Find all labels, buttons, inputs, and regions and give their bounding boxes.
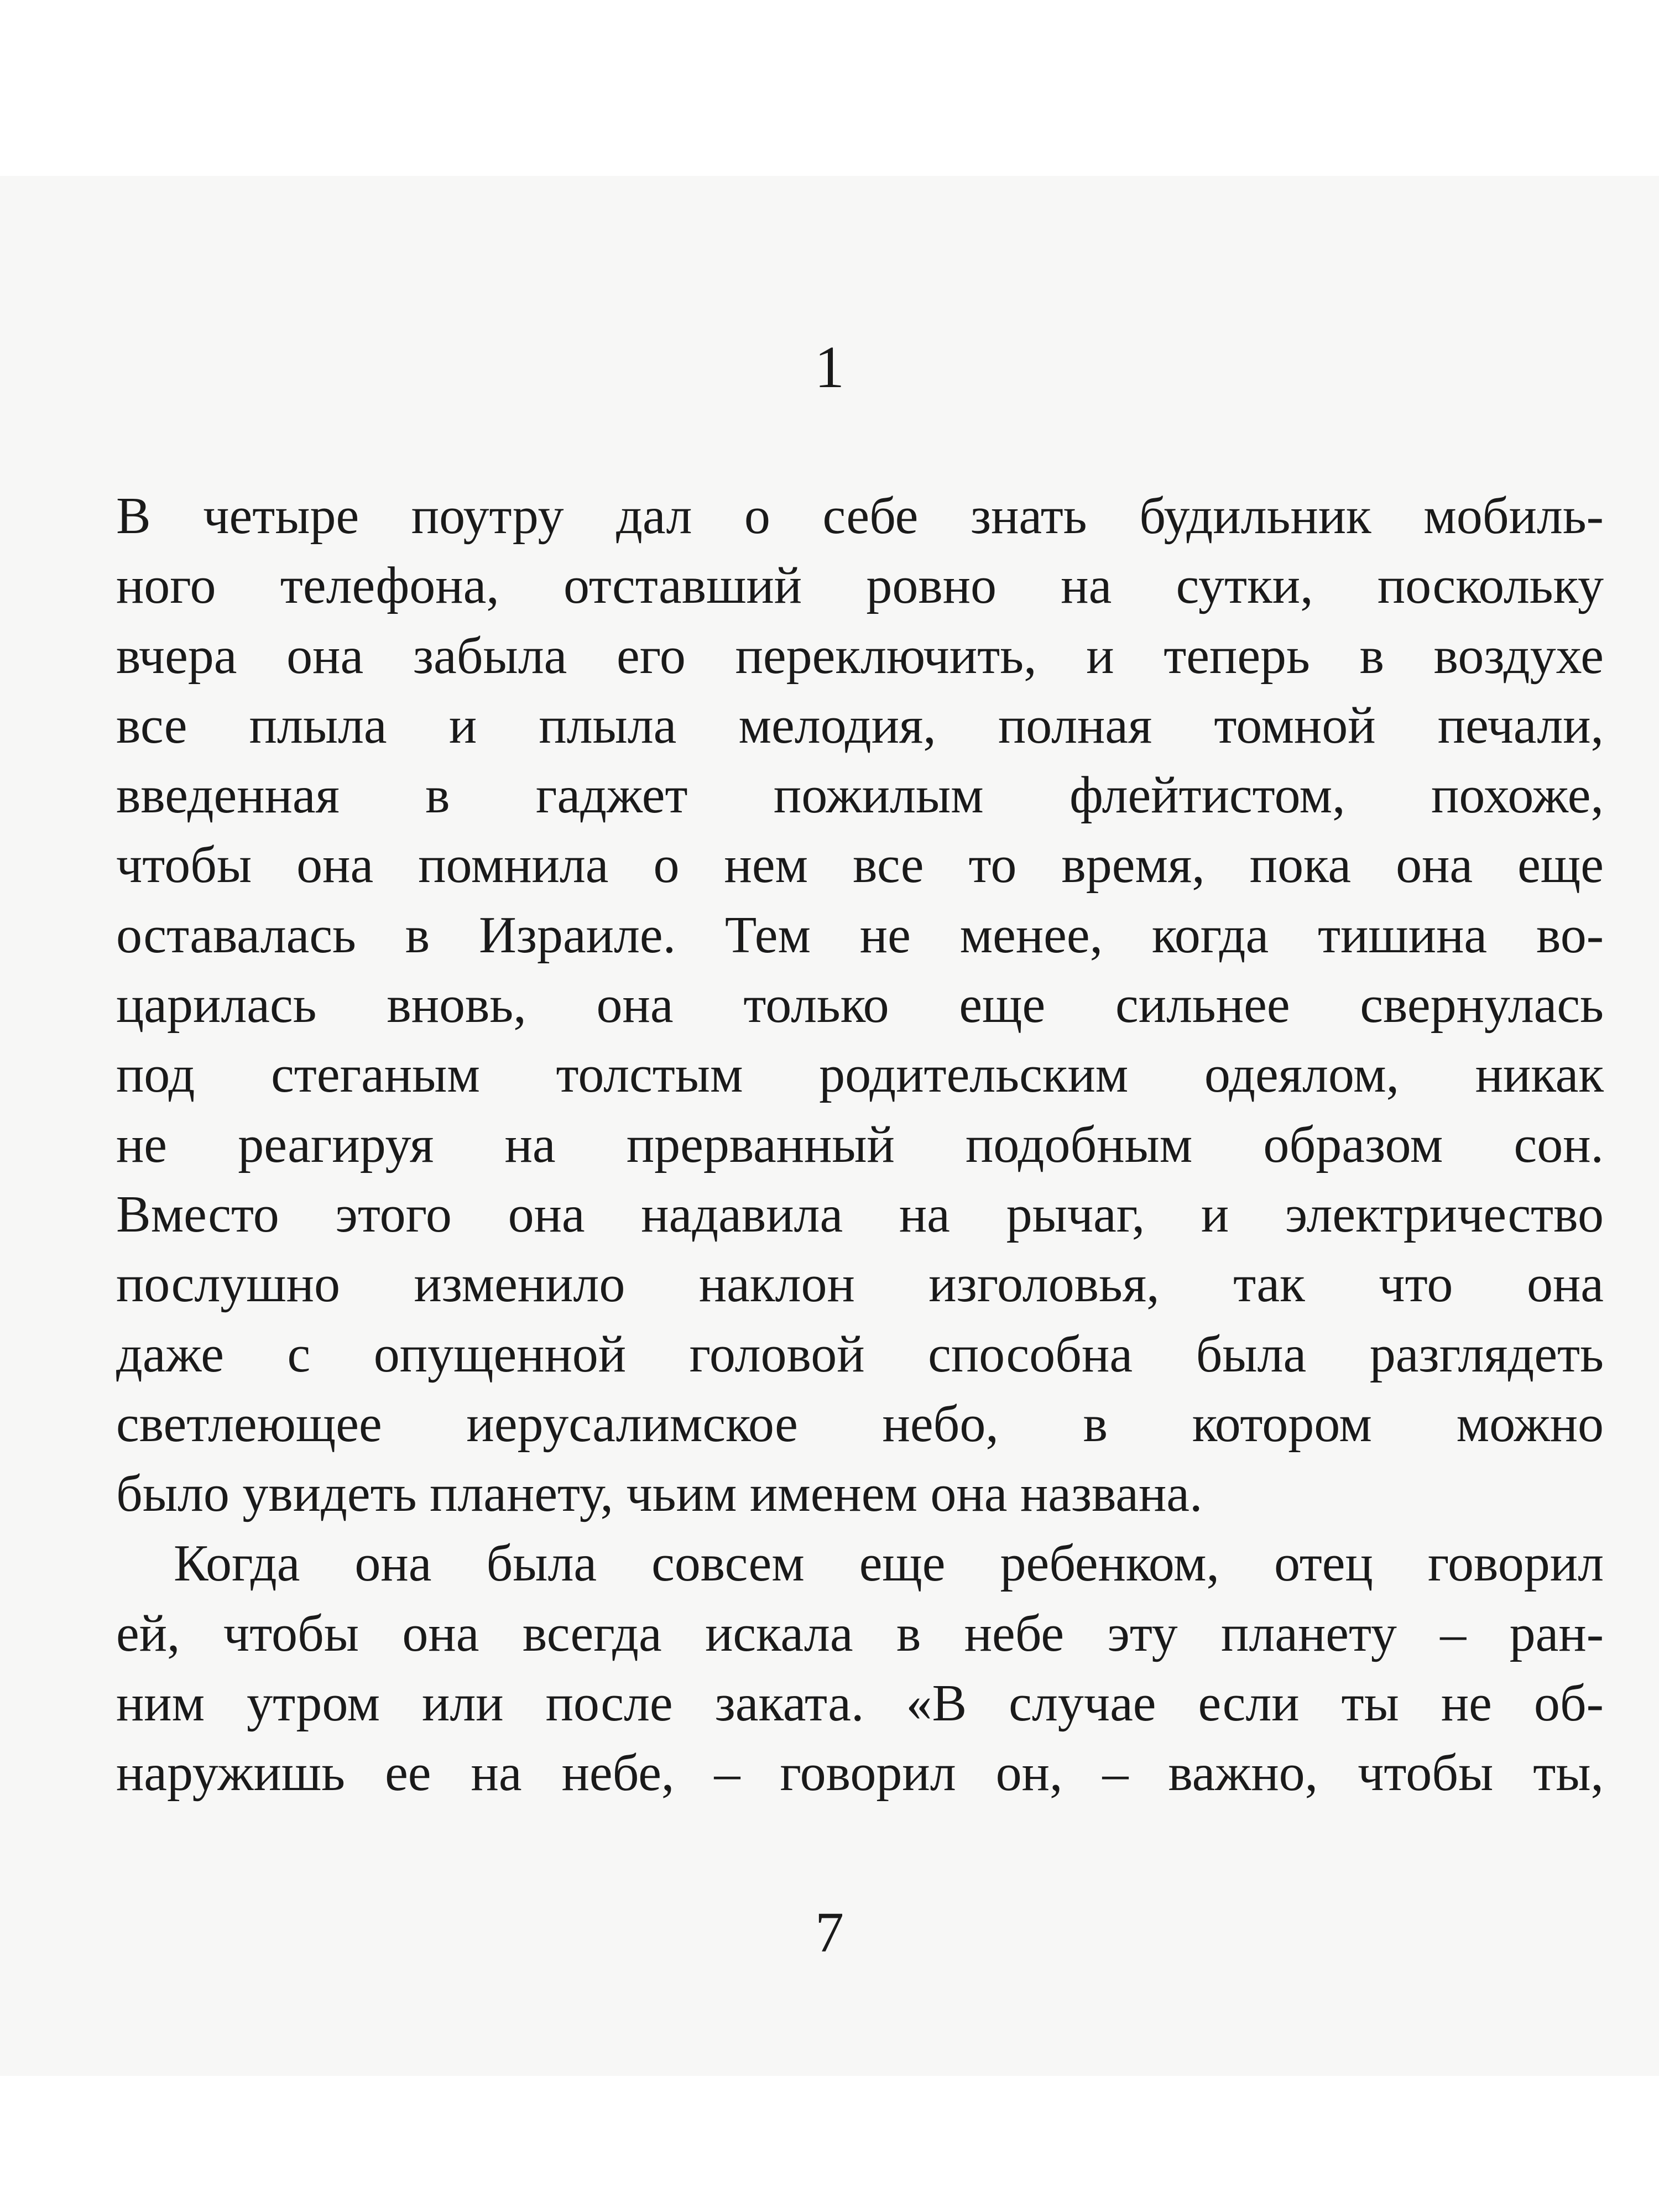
text-line: светлеющее иерусалимское небо, в котором можно [116, 1395, 1604, 1453]
text-line: все плыла и плыла мелодия, полная томной печали, [116, 696, 1604, 754]
text-line: В четыре поутру дал о себе знать будильник мобиль- [116, 487, 1604, 545]
text-line: под стеганым толстым родительским одеялом, никак [116, 1046, 1604, 1104]
text-line: Вместо этого она надавила на рычаг, и электричество [116, 1185, 1604, 1243]
text-line: ей, чтобы она всегда искала в небе эту планету – ран- [116, 1604, 1604, 1662]
text-line: вчера она забыла его переключить, и теперь в воздухе [116, 627, 1604, 685]
text-line: царилась вновь, она только еще сильнее свернулась [116, 976, 1604, 1034]
body-text [116, 481, 1604, 1808]
chapter-number: 1 [815, 335, 844, 400]
text-line: наружишь ее на небе, – говорил он, – важно, чтобы ты, [116, 1744, 1604, 1802]
page-number: 7 [815, 1901, 844, 1964]
text-line: было увидеть планету, чьим именем она названа. [116, 1465, 1203, 1523]
text-line: не реагируя на прерванный подобным образом сон. [116, 1115, 1604, 1173]
text-line: Когда она была совсем еще ребенком, отец говорил [174, 1535, 1604, 1593]
text-line: даже с опущенной головой способна была разглядеть [116, 1325, 1604, 1383]
text-line: послушно изменило наклон изголовья, так что она [116, 1255, 1604, 1313]
text-line: ним утром или после заката. «В случае если ты не об- [116, 1674, 1604, 1733]
text-line: оставалась в Израиле. Тем не менее, когда тишина во- [116, 906, 1604, 964]
text-line: введенная в гаджет пожилым флейтистом, похоже, [116, 766, 1604, 825]
text-line: чтобы она помнила о нем все то время, пока она еще [116, 836, 1604, 894]
text-line: ного телефона, отставший ровно на сутки, поскольку [116, 557, 1604, 615]
